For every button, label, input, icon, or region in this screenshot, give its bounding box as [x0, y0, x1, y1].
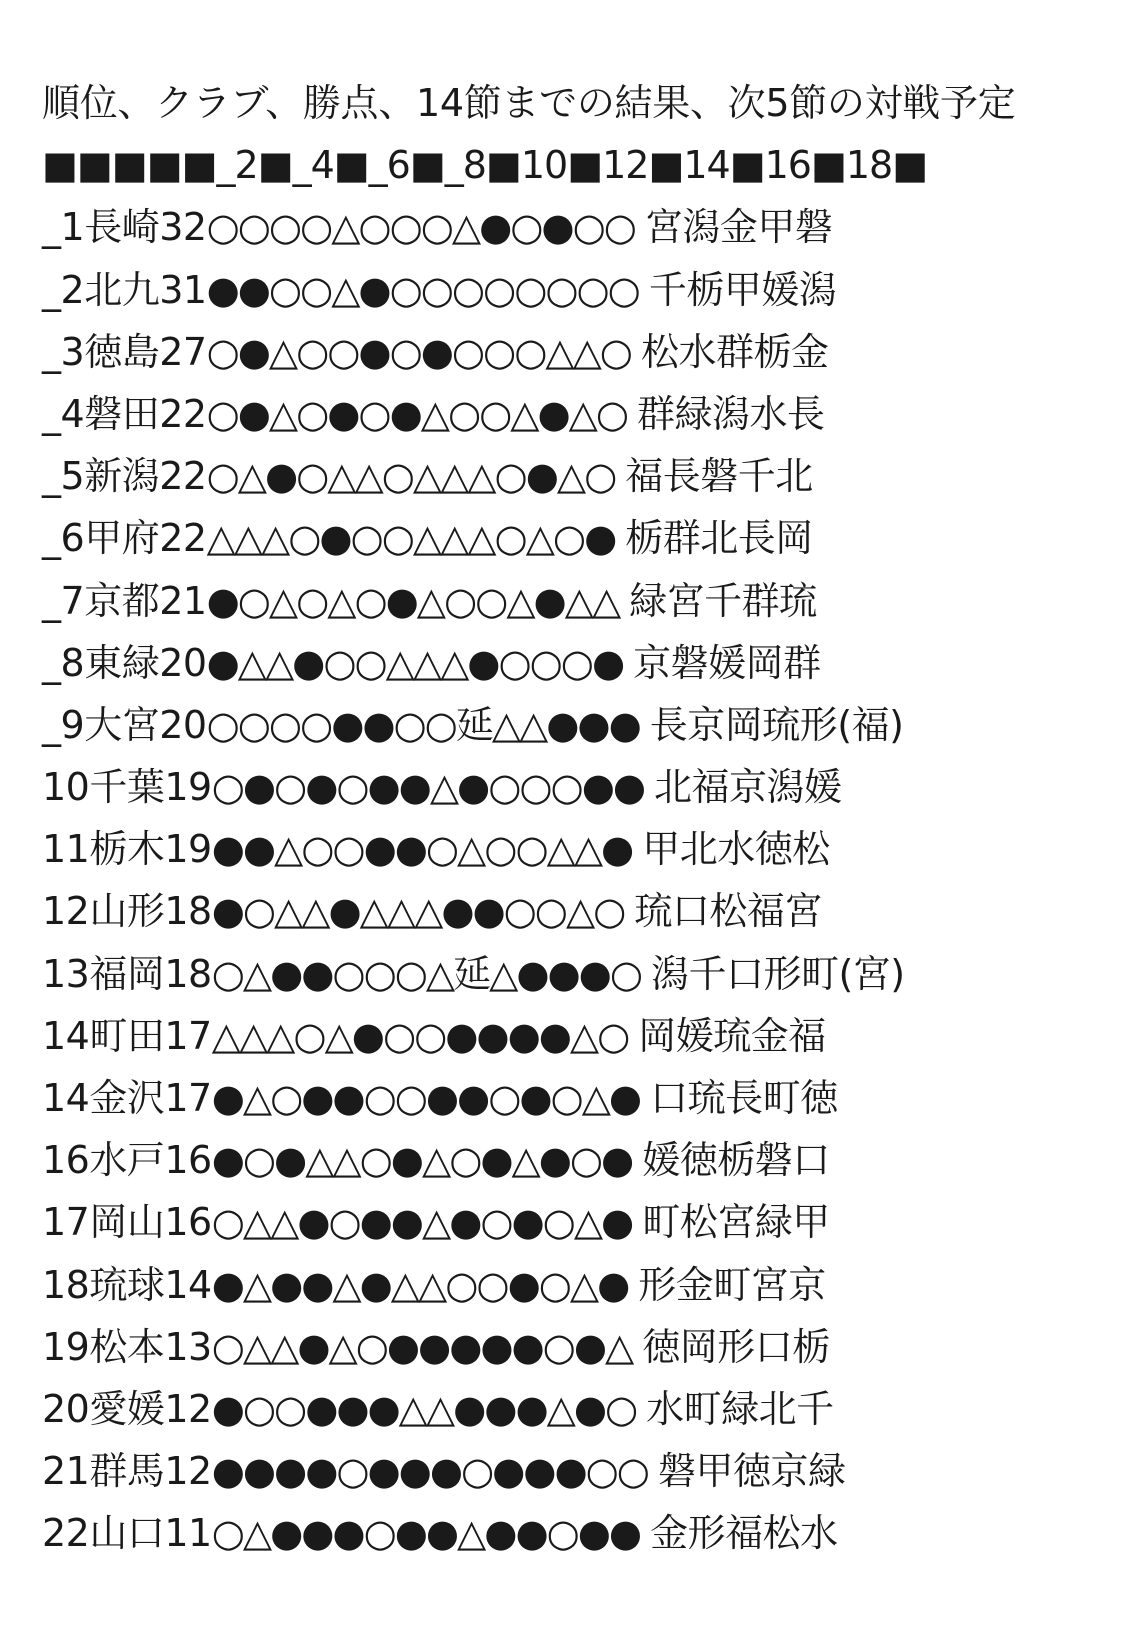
points-value: 17	[164, 1076, 212, 1120]
rank-label: 22	[42, 1511, 90, 1556]
standings-row	[42, 1191, 1102, 1253]
matchday-column-header: ■■■■■_2■_4■_6■_8■10■12■14■16■18■	[42, 143, 928, 188]
standings-row	[42, 1005, 1102, 1067]
points-value: 19	[164, 827, 212, 872]
standings-row	[42, 383, 1102, 445]
points-value: 11	[164, 1511, 212, 1556]
standings-row	[42, 1067, 1102, 1129]
club-name: 町田	[89, 1013, 165, 1058]
rank-label: _5	[42, 454, 85, 499]
points-value: 32	[159, 205, 207, 250]
points-value: 21	[159, 578, 207, 623]
upcoming-schedule: 松水群栃金	[640, 329, 829, 374]
rank-label: _6	[42, 516, 85, 561]
match-results: ●●△○○●●○△○○△△●	[211, 827, 633, 872]
points-value: 19	[164, 765, 212, 810]
upcoming-schedule: 琉口松福宮	[634, 889, 822, 934]
match-results: ○●△○●○●△○○△●△○	[206, 391, 628, 436]
rank-label: 19	[42, 1324, 90, 1369]
points-value: 12	[164, 1386, 212, 1431]
standings-row	[42, 632, 1102, 694]
standings-row	[42, 196, 1102, 258]
rank-label: _8	[42, 640, 85, 685]
rank-label: 18	[42, 1262, 90, 1307]
match-results: ●○△○△○●△○○△●△△	[206, 578, 620, 623]
points-value: 13	[164, 1324, 212, 1369]
standings-row	[42, 1378, 1102, 1440]
match-results: ○△△●△○●●●●●○●△	[211, 1324, 633, 1369]
upcoming-schedule: 水町緑北千	[646, 1386, 834, 1431]
points-value: 12	[164, 1449, 212, 1494]
standings-row	[42, 507, 1102, 569]
rank-label: 16	[42, 1138, 90, 1183]
match-results: △△△○●○○△△△○△○●	[206, 516, 616, 561]
club-name: 栃木	[89, 827, 165, 872]
upcoming-schedule: 岡媛琉金福	[638, 1013, 826, 1058]
points-value: 17	[164, 1013, 212, 1058]
upcoming-schedule: 緑宮千群琉	[629, 578, 817, 623]
rank-label: 13	[42, 951, 90, 996]
points-value: 20	[159, 640, 207, 685]
upcoming-schedule: 栃群北長岡	[625, 516, 813, 561]
upcoming-schedule: 磐甲徳京緑	[657, 1449, 846, 1494]
rank-label: _7	[42, 578, 85, 623]
points-value: 27	[159, 329, 207, 374]
club-name: 群馬	[89, 1449, 165, 1494]
club-name: 甲府	[84, 516, 160, 561]
upcoming-schedule: 北福京潟媛	[654, 765, 842, 810]
match-results: ○△△●○●●△●○●○△●	[211, 1200, 633, 1245]
match-results: ○△●○△△○△△△○●△○	[206, 454, 616, 499]
rank-label: _1	[42, 205, 85, 250]
club-name: 山口	[89, 1511, 165, 1556]
points-value: 22	[159, 516, 207, 561]
upcoming-schedule: 京磐媛岡群	[633, 640, 821, 685]
club-name: 徳島	[84, 329, 160, 374]
points-value: 22	[159, 391, 207, 436]
upcoming-schedule: 福長磐千北	[625, 454, 813, 499]
standings-row	[42, 756, 1102, 818]
upcoming-schedule: 群緑潟水長	[637, 391, 825, 436]
match-results: ●△○●●○○●●○●○△●	[211, 1076, 641, 1120]
standings-row	[42, 694, 1102, 756]
match-results: ●○△△●△△△●●○○△○	[211, 889, 625, 934]
club-name: 新潟	[84, 454, 160, 499]
match-results: △△△○△●○○●●●●△○	[211, 1013, 629, 1058]
upcoming-schedule: 甲北水徳松	[642, 827, 830, 872]
upcoming-schedule: 長京岡琉形(福)	[649, 702, 904, 747]
upcoming-schedule: 徳岡形口栃	[642, 1324, 830, 1369]
standings-rows	[42, 196, 1102, 1564]
standings-row	[42, 943, 1102, 1005]
rank-label: _9	[42, 702, 85, 747]
rank-label: 14	[42, 1013, 90, 1058]
rank-label: 17	[42, 1200, 90, 1245]
match-results: ●○●△△○●△○●△●○●	[211, 1138, 633, 1183]
club-name: 長崎	[84, 205, 160, 250]
club-name: 磐田	[84, 391, 160, 436]
standings-row	[42, 1129, 1102, 1191]
points-value: 18	[164, 951, 212, 996]
rank-label: 12	[42, 889, 90, 934]
club-name: 金沢	[89, 1076, 165, 1120]
standings-row	[42, 1316, 1102, 1378]
upcoming-schedule: 千栃甲媛潟	[648, 267, 837, 312]
upcoming-schedule: 宮潟金甲磐	[644, 205, 833, 250]
standings-row	[42, 1440, 1102, 1502]
match-results: ●●●●○●●●○●●●○○	[211, 1449, 648, 1494]
rank-label: _3	[42, 329, 85, 374]
rank-label: 11	[42, 827, 90, 872]
club-name: 愛媛	[89, 1386, 165, 1431]
points-value: 16	[164, 1138, 212, 1183]
points-value: 20	[159, 702, 207, 747]
club-name: 岡山	[89, 1200, 165, 1245]
match-results: ●△●●△●△△○○●○△●	[211, 1262, 629, 1307]
standings-row	[42, 1502, 1102, 1564]
club-name: 千葉	[89, 765, 165, 810]
rank-label: 21	[42, 1449, 90, 1494]
club-name: 京都	[84, 578, 160, 623]
match-results: ○△●●●○●●△●●○●●	[211, 1511, 641, 1556]
match-results: ○●○●○●●△●○○○●●	[211, 765, 645, 810]
club-name: 山形	[89, 889, 165, 934]
match-results: ●○○●●●△△●●●△●○	[211, 1386, 637, 1431]
rank-label: _4	[42, 391, 85, 436]
document-title: 順位、クラブ、勝点、14節までの結果、次5節の対戦予定	[42, 81, 1016, 125]
match-results: ●△△●○○△△△●○○○●	[206, 640, 624, 685]
points-value: 22	[159, 454, 207, 499]
club-name: 東緑	[84, 640, 160, 685]
match-results: ○△●●○○○△延△●●●○	[211, 951, 641, 996]
rank-label: _2	[42, 267, 85, 312]
rank-label: 10	[42, 765, 90, 810]
standings-row	[42, 570, 1102, 632]
rank-label: 14	[42, 1076, 90, 1120]
match-results: ○○○○●●○○延△△●●●	[206, 702, 640, 747]
upcoming-schedule: 媛徳栃磐口	[642, 1138, 830, 1183]
match-results: ○○○○△○○○△●○●○○	[206, 205, 635, 250]
club-name: 水戸	[89, 1138, 165, 1183]
upcoming-schedule: 町松宮緑甲	[642, 1200, 830, 1245]
upcoming-schedule: 潟千口形町(宮)	[650, 951, 905, 996]
standings-row	[42, 818, 1102, 880]
points-value: 31	[159, 267, 207, 312]
upcoming-schedule: 形金町宮京	[638, 1262, 826, 1307]
points-value: 16	[164, 1200, 212, 1245]
standings-row	[42, 880, 1102, 942]
standings-row	[42, 259, 1102, 321]
rank-label: 20	[42, 1386, 90, 1431]
club-name: 琉球	[89, 1262, 165, 1307]
standings-row	[42, 445, 1102, 507]
club-name: 福岡	[89, 951, 165, 996]
club-name: 大宮	[84, 702, 160, 747]
upcoming-schedule: 金形福松水	[650, 1511, 838, 1556]
standings-row	[42, 321, 1102, 383]
match-results: ○●△○○●○●○○○△△○	[206, 329, 631, 374]
match-results: ●●○○△●○○○○○○○○	[206, 267, 639, 312]
standings-row	[42, 1254, 1102, 1316]
upcoming-schedule: 口琉長町徳	[650, 1076, 838, 1120]
points-value: 18	[164, 889, 212, 934]
club-name: 松本	[89, 1324, 165, 1369]
club-name: 北九	[84, 267, 160, 312]
points-value: 14	[164, 1262, 212, 1307]
standings-document	[42, 72, 1102, 1565]
